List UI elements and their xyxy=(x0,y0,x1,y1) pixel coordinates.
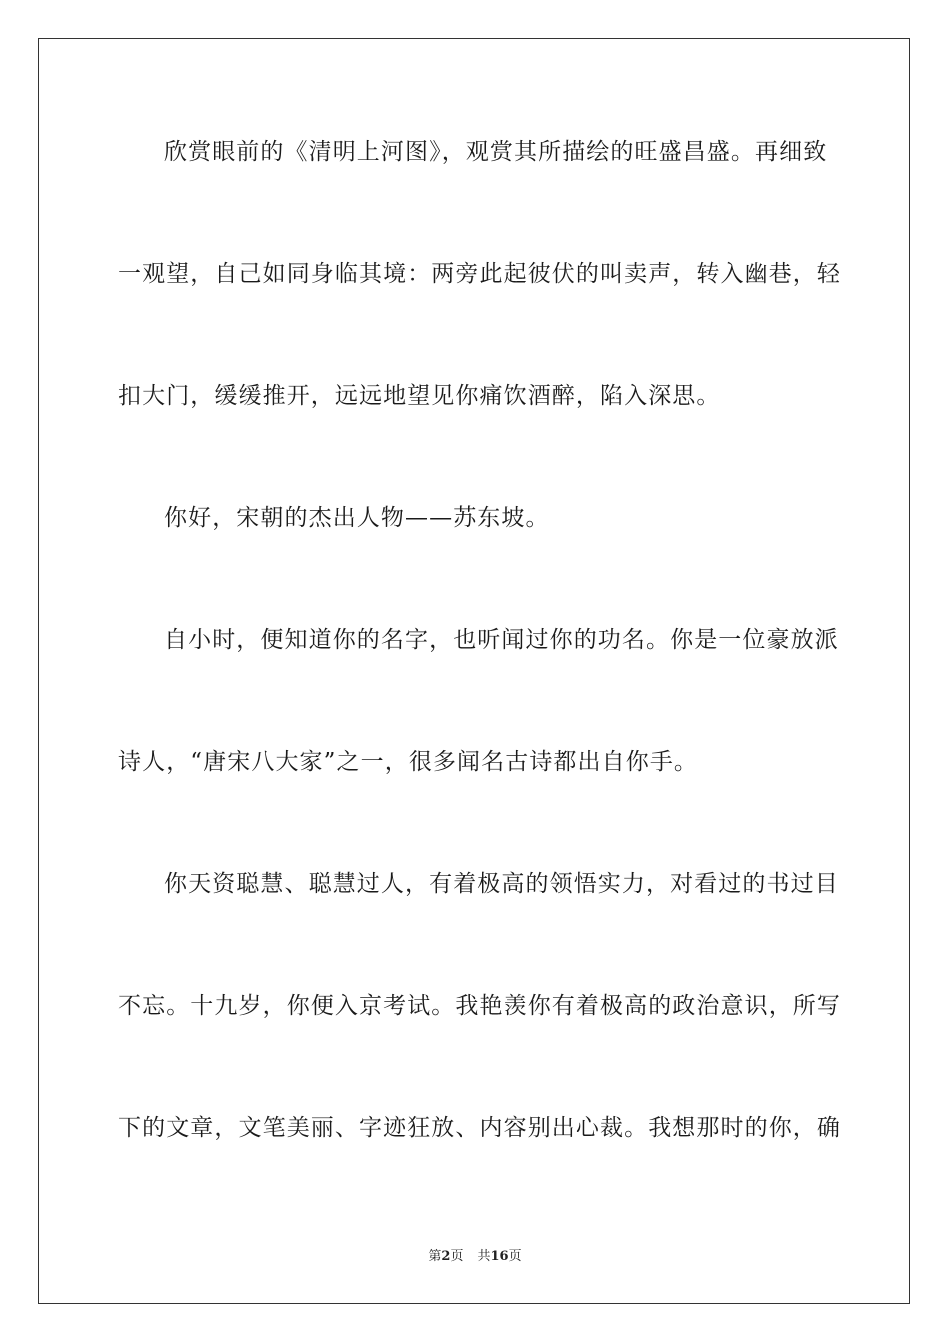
page-prefix: 第 xyxy=(428,1249,442,1264)
page-suffix: 页 xyxy=(450,1249,464,1264)
total-pages: 16 xyxy=(490,1249,509,1264)
page-number: 2 xyxy=(441,1249,451,1264)
paragraph-line: 你天资聪慧、聪慧过人，有着极高的领悟实力，对看过的书过目 xyxy=(164,871,839,897)
paragraph-line: 欣赏眼前的《清明上河图》，观赏其所描绘的旺盛昌盛。再细致 xyxy=(164,139,828,165)
total-suffix: 页 xyxy=(508,1249,522,1264)
paragraph-line: 扣大门，缓缓推开，远远地望见你痛饮酒醉，陷入深思。 xyxy=(118,383,721,409)
paragraph-line: 诗人，“唐宋八大家”之一，很多闻名古诗都出自你手。 xyxy=(118,749,699,775)
paragraph-line: 自小时，便知道你的名字，也听闻过你的功名。你是一位豪放派 xyxy=(164,627,839,653)
page-footer xyxy=(0,1248,950,1266)
paragraph-line: 不忘。十九岁，你便入京考试。我艳羡你有着极高的政治意识，所写 xyxy=(118,993,841,1019)
paragraph-line: 你好，宋朝的杰出人物——苏东坡。 xyxy=(164,505,550,531)
paragraph-line: 一观望，自己如同身临其境：两旁此起彼伏的叫卖声，转入幽巷，轻 xyxy=(118,261,841,287)
total-prefix: 共 xyxy=(477,1249,491,1264)
paragraph-line: 下的文章，文笔美丽、字迹狂放、内容别出心裁。我想那时的你，确 xyxy=(118,1115,841,1141)
